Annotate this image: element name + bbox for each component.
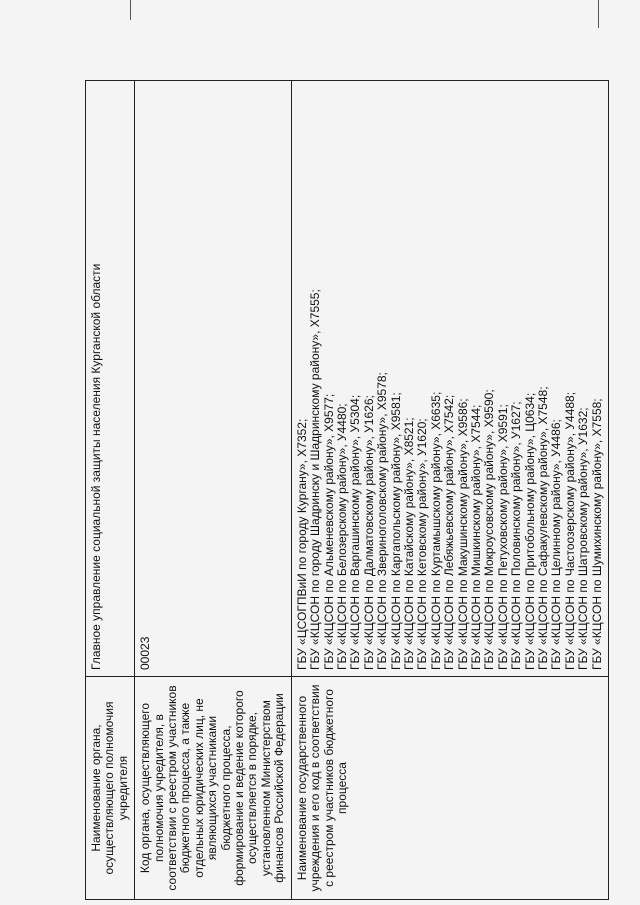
table-row	[86, 81, 135, 900]
list-item: ГБУ «КЦСОН по Петуховскому району», Х9591;	[495, 404, 510, 670]
list-item: ГБУ «КЦСОН по Далматовскому району», У1626;	[361, 395, 376, 670]
institution-list	[291, 81, 608, 677]
list-item: ГБУ «КЦСОН по Куртамышскому району», Х6635;	[428, 391, 443, 670]
list-item: ГБУ «КЦСОН по Частоозерскому району», У4488;	[562, 391, 577, 670]
rotated-document	[85, 80, 615, 900]
list-item: ГБУ «ЦСОГПВиИ по городу Кургану», Х7352;	[294, 418, 309, 670]
list-item: ГБУ «КЦСОН по Варгашинскому району», У5304;	[348, 394, 363, 670]
list-item: ГБУ «КЦСОН по Шатровскому району», У1632;	[576, 407, 591, 670]
list-item: ГБУ «КЦСОН по Белозерскому району», У4480;	[334, 403, 349, 670]
table-row	[291, 81, 608, 900]
document-table	[85, 80, 609, 900]
scan-edge-mark-top	[130, 0, 131, 20]
list-item: ГБУ «КЦСОН по Сафакулевскому району», Х7548;	[536, 386, 550, 670]
list-item: ГБУ «КЦСОН по Мокроусовскому району», Х9590;	[482, 389, 497, 670]
list-item: ГБУ «КЦСОН по Мишкинскому району», Х7544;	[468, 404, 483, 670]
list-item: ГБУ «КЦСОН по Макушинскому району», Х9586;	[455, 398, 470, 670]
list-item: ГБУ «КЦСОН по Альменевскому району», Х9577;	[321, 393, 336, 670]
founder-name-value: Главное управление социальной защиты населения Курганской области	[86, 81, 135, 677]
list-item: ГБУ «КЦСОН по Каргапольскому району», Х9581;	[388, 392, 403, 670]
founder-code-value: 00023	[135, 81, 291, 677]
list-item: ГБУ «КЦСОН по Лебяжьевскому району», Х7542;	[442, 394, 457, 670]
table-row	[135, 81, 291, 900]
list-item: ГБУ «КЦСОН по Половинскому району», У1627;	[509, 401, 524, 670]
list-item: ГБУ «КЦСОН по Звериноголовскому району», Х9578;	[375, 372, 390, 670]
list-item: ГБУ «КЦСОН по Кетовскому району», У1620;	[415, 418, 430, 670]
founder-name-label: Наименование органа, осуществляющего полномочия учредителя	[86, 677, 135, 900]
founder-code-label: Код органа, осуществляющего полномочия учредителя, в соответствии с реестром участников бюджетного процесса, а также отдельных юридических лиц, не являющихся участниками бюджетного процесса, формирование и ведение которого осуществляется в порядке, установленном Министерством финансов Российской Федерации	[135, 677, 291, 900]
institution-name-label: Наименование государственного учреждения и его код в соответствии с реестром участников бюджетного процесса	[291, 677, 608, 900]
list-item: ГБУ «КЦСОН по Притобольному району», Ц0634;	[522, 392, 537, 670]
list-item: ГБУ «КЦСОН по городу Шадринску и Шадринскому району», Х7555;	[308, 289, 323, 670]
list-item: ГБУ «КЦСОН по Катайскому району», Х8521;	[401, 417, 416, 670]
list-item: ГБУ «КЦСОН по Целинному району», У4486;	[549, 419, 564, 670]
list-item: ГБУ «КЦСОН по Шумихинскому району», Х7558;	[589, 398, 604, 670]
scan-edge-mark-right	[598, 0, 599, 28]
